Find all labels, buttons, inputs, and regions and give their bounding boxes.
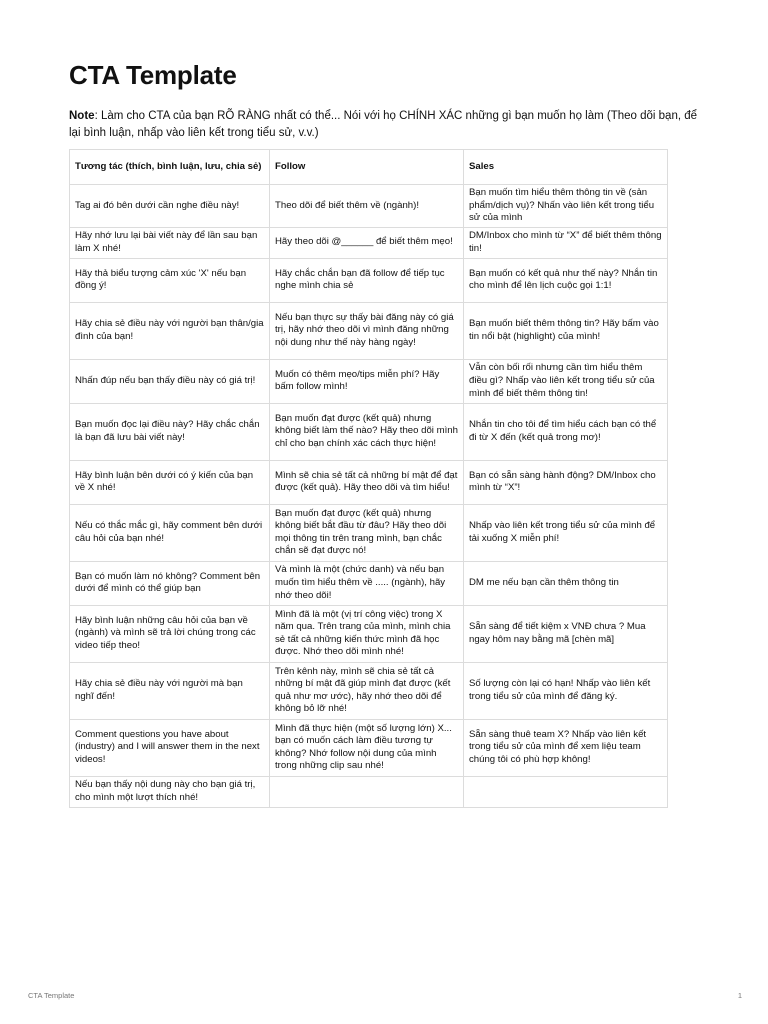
cell-engagement: Hãy thả biểu tượng cảm xúc 'X' nếu bạn đồng ý! — [70, 258, 270, 302]
cell-sales: Số lượng còn lại có hạn! Nhấp vào liên kết trong tiểu sử của mình để đăng ký. — [464, 662, 668, 719]
cell-follow — [270, 776, 464, 807]
cell-sales: Bạn muốn có kết quả như thế này? Nhắn tin cho mình để lên lịch cuộc gọi 1:1! — [464, 258, 668, 302]
cell-engagement: Nếu bạn thấy nội dung này cho bạn giá trị, cho mình một lượt thích nhé! — [70, 776, 270, 807]
cell-follow: Bạn muốn đạt được (kết quả) nhưng không biết làm thế nào? Hãy theo dõi mình chỉ cho bạn chính xác cách thực hiện! — [270, 403, 464, 460]
cell-follow: Mình đã là một (vị trí công việc) trong X năm qua. Trên trang của mình, mình chia sẻ tất cả những kiến thức mình đã học được. Nhớ theo dõi mình nhé! — [270, 605, 464, 662]
cell-engagement: Hãy bình luận những câu hỏi của bạn về (ngành) và mình sẽ trả lời chúng trong các video tiếp theo! — [70, 605, 270, 662]
cell-sales: Bạn có sẵn sàng hành động? DM/Inbox cho mình từ “X”! — [464, 460, 668, 504]
header-sales: Sales — [464, 150, 668, 185]
table-row — [70, 605, 668, 662]
page-title: CTA Template — [69, 60, 237, 90]
cell-engagement: Hãy chia sẻ điều này với người mà bạn nghĩ đến! — [70, 662, 270, 719]
cell-follow: Mình sẽ chia sẻ tất cả những bí mật để đạt được (kết quả). Hãy theo dõi và tìm hiểu! — [270, 460, 464, 504]
cell-follow: Mình đã thực hiện (một số lượng lớn) X... bạn có muốn cách làm điều tương tự không? Nhớ follow nội dung của mình trong những clip sau nhé! — [270, 719, 464, 776]
cell-engagement: Hãy nhớ lưu lại bài viết này để lần sau bạn làm X nhé! — [70, 227, 270, 258]
cell-engagement: Bạn muốn đọc lại điều này? Hãy chắc chắn là bạn đã lưu bài viết này! — [70, 403, 270, 460]
cell-engagement: Tag ai đó bên dưới cần nghe điều này! — [70, 185, 270, 228]
cell-sales: DM me nếu bạn cần thêm thông tin — [464, 561, 668, 605]
table-row — [70, 776, 668, 807]
cell-sales: Sẵn sàng thuê team X? Nhấp vào liên kết trong tiểu sử của mình để xem liệu team chúng tôi có phù hợp không! — [464, 719, 668, 776]
table-row — [70, 359, 668, 403]
table-row — [70, 227, 668, 258]
cell-follow: Trên kênh này, mình sẽ chia sẻ tất cả những bí mật đã giúp mình đạt được (kết quả như mơ ước), hãy nhớ theo dõi để không bỏ lỡ nhé! — [270, 662, 464, 719]
cell-engagement: Nhấn đúp nếu bạn thấy điều này có giá trị! — [70, 359, 270, 403]
cell-sales: DM/Inbox cho mình từ “X” để biết thêm thông tin! — [464, 227, 668, 258]
cell-follow: Nếu bạn thực sự thấy bài đăng này có giá trị, hãy nhớ theo dõi vì mình đăng những nội dung như thế này hàng ngày! — [270, 302, 464, 359]
table-row — [70, 460, 668, 504]
table-row — [70, 403, 668, 460]
header-follow: Follow — [270, 150, 464, 185]
cell-sales: Nhấp vào liên kết trong tiểu sử của mình để tải xuống X miễn phí! — [464, 504, 668, 561]
table-row — [70, 258, 668, 302]
table-row — [70, 561, 668, 605]
cta-table — [69, 149, 668, 808]
table-header-row — [70, 150, 668, 185]
table-row — [70, 185, 668, 228]
table-row — [70, 302, 668, 359]
cell-follow: Bạn muốn đạt được (kết quả) nhưng không biết bắt đầu từ đâu? Hãy theo dõi mọi thông tin trên trang mình, bạn chắc chắn sẽ đạt được nó! — [270, 504, 464, 561]
cell-engagement: Bạn có muốn làm nó không? Comment bên dưới để mình có thể giúp bạn — [70, 561, 270, 605]
cell-engagement: Hãy bình luận bên dưới có ý kiến của bạn về X nhé! — [70, 460, 270, 504]
cell-engagement: Hãy chia sẻ điều này với người bạn thân/gia đình của bạn! — [70, 302, 270, 359]
cell-sales: Nhắn tin cho tôi để tìm hiểu cách bạn có thể đi từ X đến (kết quả trong mơ)! — [464, 403, 668, 460]
note-text: : Làm cho CTA của bạn RÕ RÀNG nhất có thể... Nói với họ CHÍNH XÁC những gì bạn muốn họ làm (Theo dõi bạn, để lại bình luận, nhấp vào liên kết trong tiểu sử, v.v.) — [69, 110, 698, 139]
cell-engagement: Nếu có thắc mắc gì, hãy comment bên dưới câu hỏi của bạn nhé! — [70, 504, 270, 561]
note-label: Note — [69, 110, 95, 122]
table-row — [70, 662, 668, 719]
table-row — [70, 719, 668, 776]
header-engagement: Tương tác (thích, bình luận, lưu, chia sẻ) — [70, 150, 270, 185]
cell-sales: Sẵn sàng để tiết kiệm x VNĐ chưa ? Mua ngay hôm nay bằng mã [chèn mã] — [464, 605, 668, 662]
table-row — [70, 504, 668, 561]
cell-follow: Hãy theo dõi @______ để biết thêm mẹo! — [270, 227, 464, 258]
cell-follow: Muốn có thêm mẹo/tips miễn phí? Hãy bấm follow mình! — [270, 359, 464, 403]
table-body — [70, 185, 668, 808]
footer-doc-name: CTA Template — [28, 991, 75, 1000]
cell-follow: Hãy chắc chắn bạn đã follow để tiếp tục nghe mình chia sẻ — [270, 258, 464, 302]
note-paragraph — [69, 108, 699, 142]
footer-page-number: 1 — [737, 991, 742, 1000]
cell-follow: Theo dõi để biết thêm về (ngành)! — [270, 185, 464, 228]
cell-sales: Vẫn còn bối rối nhưng cần tìm hiểu thêm điều gì? Nhấp vào liên kết trong tiểu sử của mình để biết thêm thông tin! — [464, 359, 668, 403]
cell-sales: Bạn muốn biết thêm thông tin? Hãy bấm vào tin nổi bật (highlight) của mình! — [464, 302, 668, 359]
cell-engagement: Comment questions you have about (industry) and I will answer them in the next videos! — [70, 719, 270, 776]
cell-sales — [464, 776, 668, 807]
cell-follow: Và mình là một (chức danh) và nếu bạn muốn tìm hiểu thêm về ..... (ngành), hãy nhớ theo dõi! — [270, 561, 464, 605]
cell-sales: Bạn muốn tìm hiểu thêm thông tin về (sản phẩm/dịch vụ)? Nhấn vào liên kết trong tiểu sử của mình — [464, 185, 668, 228]
